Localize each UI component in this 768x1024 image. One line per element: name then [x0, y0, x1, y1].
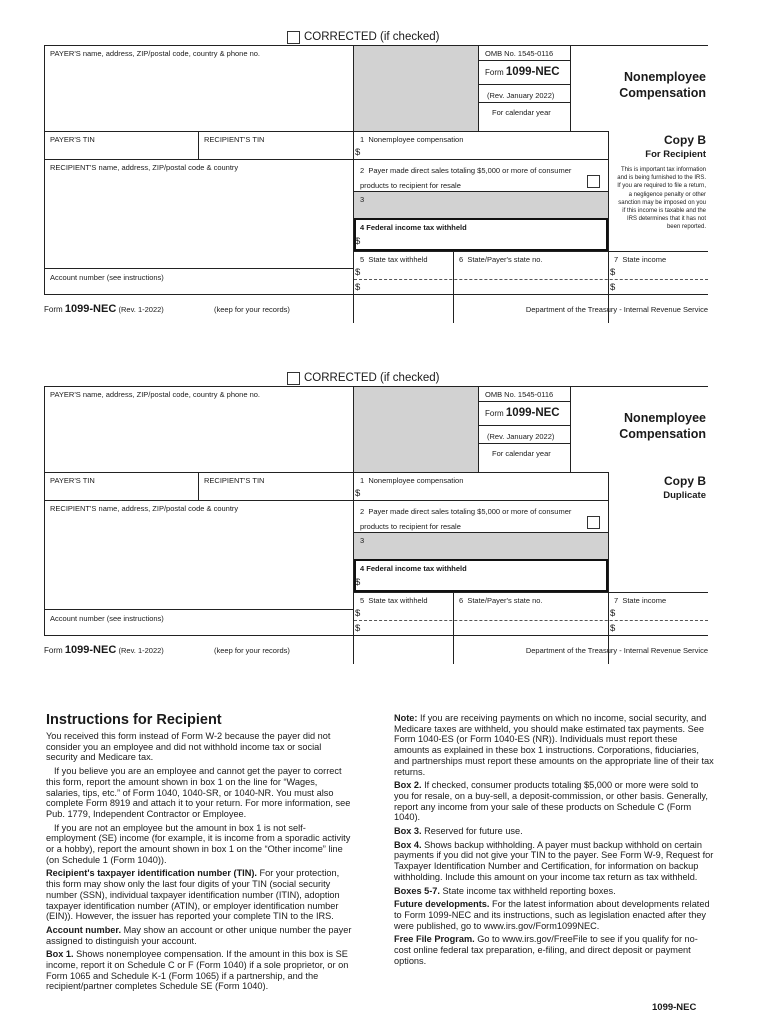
box3-shaded: [354, 192, 608, 218]
instruction-paragraph: [394, 934, 714, 966]
instruction-term: Box 1.: [46, 949, 74, 960]
footer-form: [44, 644, 164, 656]
instructions-footer: 1099-NEC: [652, 1002, 697, 1013]
instruction-term: Box 2.: [394, 780, 422, 791]
box6-text: State/Payer's state no.: [467, 596, 543, 605]
instruction-text: State income tax withheld reporting boxes.: [439, 885, 616, 896]
box2-text: Payer made direct sales totaling $5,000 or more of consumer products to recipient for resale: [360, 166, 572, 190]
instruction-paragraph: [394, 886, 714, 897]
form-copy-b-duplicate: [0, 372, 768, 672]
box2-checkbox[interactable]: [587, 516, 600, 529]
recipient-name-label: RECIPIENT'S name, address, ZIP/postal code & country: [50, 504, 239, 513]
footer-revision: (Rev. 1-2022): [118, 305, 164, 314]
copy-subtitle: For Recipient: [645, 149, 706, 160]
instruction-term: Boxes 5-7.: [394, 885, 440, 896]
instruction-text: Go to www.irs.gov/FreeFile to see if you qualify for no-cost online federal tax preparation, e-filing, and direct deposit or payment options.: [394, 934, 698, 966]
box5-label: [360, 596, 428, 605]
instruction-text: If you believe you are an employee and cannot get the payer to correct this form, report the amount shown in box 1 on the line for “Wages, salaries, tips, etc.” of Form 1040, 1040-SR, or 1040-NR. You must also complete Form 8919 and attach it to your return. For more information, see Pub. 1779, Independent Contractor or Employee.: [46, 766, 351, 819]
footer-keep: (keep for your records): [214, 646, 290, 655]
revision-date: (Rev. January 2022): [487, 432, 555, 441]
box5-number: 5: [360, 255, 365, 264]
footer-department: Department of the Treasury - Internal Revenue Service: [525, 646, 708, 655]
form-label: [485, 66, 560, 78]
box7-number: 7: [614, 596, 619, 605]
title-line-1: Nonemployee: [624, 411, 706, 425]
recipient-tin-label: RECIPIENT'S TIN: [204, 135, 265, 144]
box4-label: 4 Federal income tax withheld: [360, 564, 467, 573]
calendar-year: For calendar year: [492, 108, 551, 117]
title-line-2: Compensation: [619, 86, 706, 100]
form-label: [485, 407, 560, 419]
box5-dollar-2: $: [355, 282, 361, 293]
copy-subtitle: Duplicate: [663, 490, 706, 501]
box7-text: State income: [622, 596, 667, 605]
instruction-term: Box 3.: [394, 826, 422, 837]
instruction-text: May show an account or other unique number the payer assigned to distinguish your account.: [46, 924, 352, 946]
box4-dollar: $: [355, 236, 361, 247]
footer-form-word: Form: [44, 305, 63, 314]
instruction-paragraph: [394, 713, 714, 777]
instruction-paragraph: [394, 899, 714, 931]
form-number: 1099-NEC: [505, 66, 560, 78]
shaded-area: [354, 387, 478, 472]
title-line-2: Compensation: [619, 427, 706, 441]
box3-label: 3: [360, 195, 365, 204]
box7-number: 7: [614, 255, 619, 264]
instruction-term: Free File Program.: [394, 934, 475, 945]
instruction-text: For the latest information about developments related to Form 1099-NEC and its instructions, such as legislation enacted after they were published, go to www.irs.gov/Form1099NEC.: [394, 899, 710, 931]
box2-label: [360, 163, 586, 193]
instructions-right-column: [394, 713, 714, 969]
instruction-paragraph: [46, 823, 354, 866]
instruction-paragraph: [46, 925, 354, 946]
box1-text: Nonemployee compensation: [368, 135, 464, 144]
footer-form-word: Form: [44, 646, 63, 655]
form-word: Form: [485, 409, 504, 418]
instruction-text: For your protection, this form may show only the last four digits of your TIN (social security number (SSN), individual taxpayer identification number (ITIN), adoption taxpayer identification number (ATIN), or employer identification number (EIN)). However, the issuer has reported your complete TIN to the IRS.: [46, 868, 340, 922]
corrected-label: CORRECTED (if checked): [304, 372, 440, 384]
box6-label: [459, 255, 543, 264]
instructions-left-column: [46, 712, 354, 995]
box6-number: 6: [459, 596, 464, 605]
instruction-term: Future developments.: [394, 899, 490, 910]
box7-dollar-2: $: [610, 282, 616, 293]
copy-title: Copy B: [664, 133, 706, 147]
instruction-paragraph: [46, 949, 354, 992]
box7-text: State income: [622, 255, 667, 264]
instruction-term: Note:: [394, 713, 418, 723]
corrected-label: CORRECTED (if checked): [304, 31, 440, 43]
instruction-paragraph: [394, 780, 714, 823]
corrected-checkbox[interactable]: [287, 372, 300, 385]
instruction-text: If you are receiving payments on which no income, social security, and Medicare taxes are withheld, you should make estimated tax payments. See Form 1040-ES (or Form 1040-ES (NR)). Individuals must report these amounts as explained in these box 1 instructions. Corporations, fiduciaries, and partnerships must report these amounts on the appropriate line of their tax returns.: [394, 713, 714, 777]
recipient-name-label: RECIPIENT'S name, address, ZIP/postal code & country: [50, 163, 239, 172]
recipient-tin-label: RECIPIENT'S TIN: [204, 476, 265, 485]
box5-text: State tax withheld: [368, 596, 428, 605]
form-word: Form: [485, 68, 504, 77]
account-number-label: Account number (see instructions): [50, 273, 164, 282]
box1-dollar: $: [355, 488, 361, 499]
box7-dollar-2: $: [610, 623, 616, 634]
instruction-text: If checked, consumer products totaling $5,000 or more were sold to you for resale, on a buy-sell, a deposit-commission, or other basis. Generally, report any income from your sale of these products on Schedule C (Form 1040).: [394, 780, 708, 823]
footer-form: [44, 303, 164, 315]
box7-label: [614, 255, 666, 264]
box2-number: 2: [360, 507, 365, 516]
instruction-text: You received this form instead of Form W-2 because the payer did not consider you an employee and did not withhold income tax or social security and Medicare tax.: [46, 731, 331, 763]
copy-notice: This is important tax information and is being furnished to the IRS. If you are required to file a return, a negligence penalty or other sanction may be imposed on you if this income is taxable and the IRS determines that it has not been reported.: [617, 167, 706, 231]
corrected-checkbox[interactable]: [287, 31, 300, 44]
form-title: [594, 410, 706, 442]
box1-label: [360, 476, 463, 485]
title-line-1: Nonemployee: [624, 70, 706, 84]
box5-dollar-2: $: [355, 623, 361, 634]
omb-number: OMB No. 1545-0116: [485, 390, 554, 399]
box1-number: 1: [360, 476, 365, 485]
form-copy-b-recipient: [0, 31, 768, 331]
box1-dollar: $: [355, 147, 361, 158]
box4-label: 4 Federal income tax withheld: [360, 223, 467, 232]
instruction-term: Box 4.: [394, 839, 422, 850]
box2-number: 2: [360, 166, 365, 175]
box4-dollar: $: [355, 577, 361, 588]
form-title: [594, 69, 706, 101]
shaded-area: [354, 46, 478, 131]
footer-form-number: 1099-NEC: [64, 644, 117, 656]
footer-form-number: 1099-NEC: [64, 303, 117, 315]
calendar-year: For calendar year: [492, 449, 551, 458]
payer-name-label: PAYER'S name, address, ZIP/postal code, country & phone no.: [50, 390, 261, 399]
instruction-paragraph: [46, 766, 354, 820]
instruction-term: Account number.: [46, 924, 122, 935]
box6-text: State/Payer's state no.: [467, 255, 543, 264]
instruction-term: Recipient's taxpayer identification number (TIN).: [46, 868, 257, 879]
instruction-text: Shows backup withholding. A payer must backup withhold on certain payments if you did not give your TIN to the payer. See Form W-9, Request for Taxpayer Identification Number and Certification, for information on backup withholding. Include this amount on your income tax return as tax withheld.: [394, 839, 714, 882]
account-number-label: Account number (see instructions): [50, 614, 164, 623]
instruction-paragraph: [46, 868, 354, 922]
box1-text: Nonemployee compensation: [368, 476, 464, 485]
instructions-heading: Instructions for Recipient: [46, 712, 222, 728]
box6-number: 6: [459, 255, 464, 264]
instruction-paragraph: [46, 731, 354, 763]
footer-revision: (Rev. 1-2022): [118, 646, 164, 655]
box1-label: [360, 135, 463, 144]
payer-tin-label: PAYER'S TIN: [50, 476, 95, 485]
instruction-text: If you are not an employee but the amount in box 1 is not self-employment (SE) income (for example, it is income from a sporadic activity or a hobby), report the amount shown in box 1 on the “Other income” line (on Schedule 1 (Form 1040)).: [46, 822, 351, 865]
box6-label: [459, 596, 543, 605]
revision-date: (Rev. January 2022): [487, 91, 555, 100]
footer-department: Department of the Treasury - Internal Revenue Service: [525, 305, 708, 314]
copy-title: Copy B: [664, 474, 706, 488]
box7-label: [614, 596, 666, 605]
omb-number: OMB No. 1545-0116: [485, 49, 554, 58]
box7-dollar-1: $: [610, 267, 616, 278]
box5-text: State tax withheld: [368, 255, 428, 264]
box2-checkbox[interactable]: [587, 175, 600, 188]
box7-dollar-1: $: [610, 608, 616, 619]
instruction-paragraph: [394, 826, 714, 837]
payer-tin-label: PAYER'S TIN: [50, 135, 95, 144]
box5-dollar-1: $: [355, 608, 361, 619]
box5-dollar-1: $: [355, 267, 361, 278]
box1-number: 1: [360, 135, 365, 144]
instruction-text: Shows nonemployee compensation. If the amount in this box is SE income, report it on Schedule C or F (Form 1040) if a sole proprietor, or on Form 1065 and Schedule K-1 (Form 1065) if a partnership, and the recipient/partner completes Schedule SE (Form 1040).: [46, 949, 349, 992]
box3-label: 3: [360, 536, 365, 545]
box2-label: [360, 504, 586, 534]
box2-text: Payer made direct sales totaling $5,000 or more of consumer products to recipient for resale: [360, 507, 572, 531]
footer-keep: (keep for your records): [214, 305, 290, 314]
instruction-text: Reserved for future use.: [421, 826, 523, 837]
instruction-paragraph: [394, 840, 714, 883]
box5-label: [360, 255, 428, 264]
form-number: 1099-NEC: [505, 407, 560, 419]
box3-shaded: [354, 533, 608, 559]
box5-number: 5: [360, 596, 365, 605]
payer-name-label: PAYER'S name, address, ZIP/postal code, country & phone no.: [50, 49, 261, 58]
